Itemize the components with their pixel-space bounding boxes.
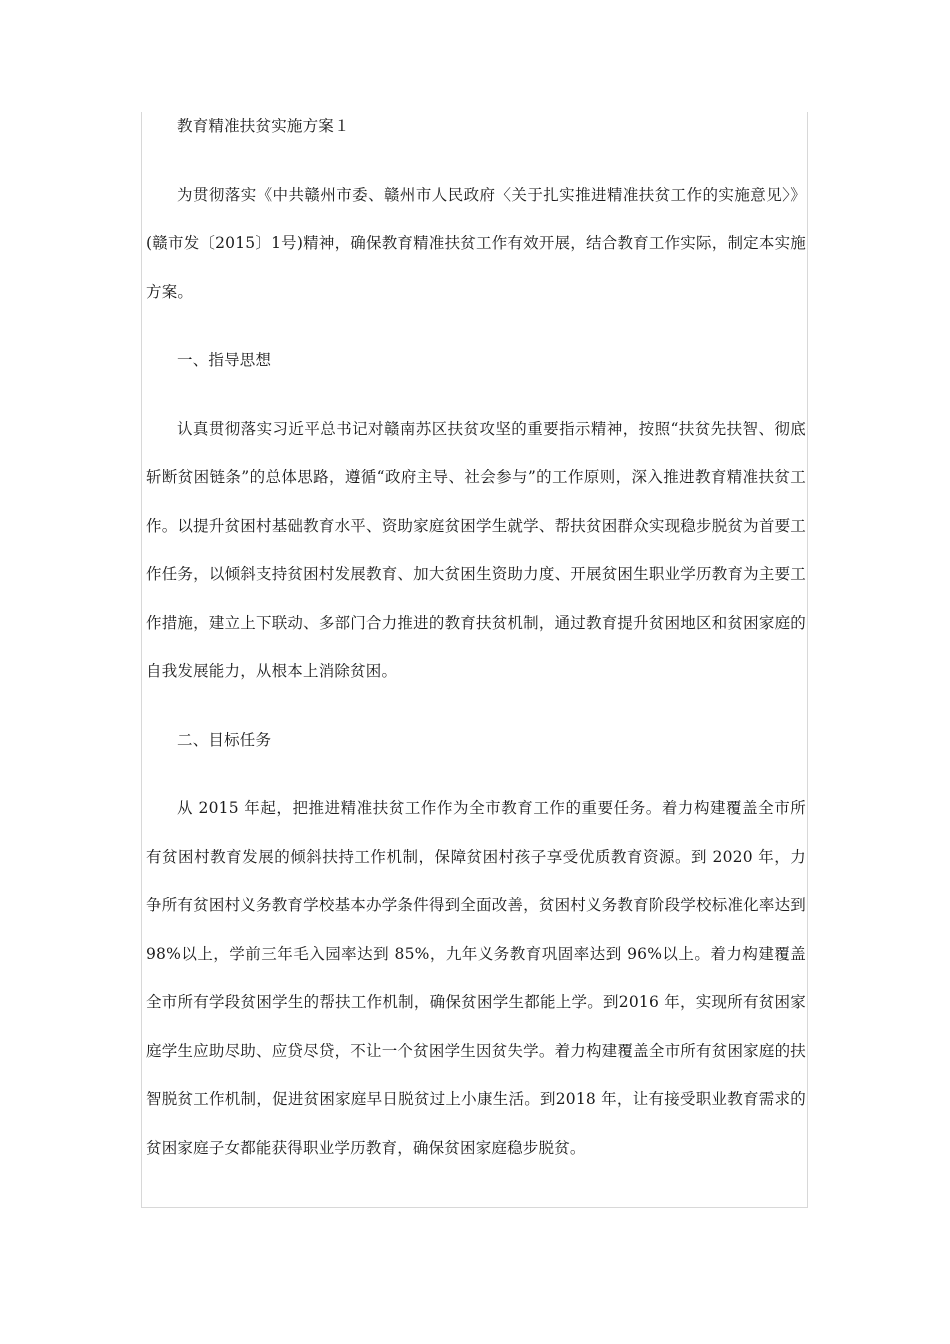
spacer (146, 385, 806, 405)
section-heading-guiding-ideology: 一、指导思想 (177, 351, 272, 369)
spacer (146, 316, 806, 336)
section-body-goals: 从 2015 年起，把推进精准扶贫工作作为全市教育工作的重要任务。着力构建覆盖全市所有贫困村教育发展的倾斜扶持工作机制，保障贫困村孩子享受优质教育资源。到 2020 年，力争所有贫困村义务教育学校基本办学条件得到全面改善，贫困村义务教育阶段学校标准化率达到 98%以上，学前三年毛入园率达到 85%，九年义务教育巩固率达到 96%以上。着力构建覆盖全市所有学段贫困学生的帮扶工作机制，确保贫困学生都能上学。到2016 年，实现所有贫困家庭学生应助尽助、应贷尽贷，不让一个贫困学生因贫失学。着力构建覆盖全市所有贫困家庭的扶智脱贫工作机制，促进贫困家庭早日脱贫过上小康生活。到2018 年，让有接受职业教育需求的贫困家庭子女都能获得职业学历教育，确保贫困家庭稳步脱贫。 (146, 799, 806, 1157)
spacer (146, 696, 806, 716)
section-body-guiding-ideology: 认真贯彻落实习近平总书记对赣南苏区扶贫攻坚的重要指示精神，按照“扶贫先扶智、彻底斩断贫困链条”的总体思路，遵循“政府主导、社会参与”的工作原则，深入推进教育精准扶贫工作。以提升贫困村基础教育水平、资助家庭贫困学生就学、帮扶贫困群众实现稳步脱贫为首要工作任务，以倾斜支持贫困村发展教育、加大贫困生资助力度、开展贫困生职业学历教育为主要工作措施，建立上下联动、多部门合力推进的教育扶贫机制，通过教育提升贫困地区和贫困家庭的自我发展能力，从根本上消除贫困。 (146, 419, 806, 680)
spacer (146, 151, 806, 171)
section-heading-goals: 二、目标任务 (177, 730, 272, 749)
document-title: 教育精准扶贫实施方案１ (177, 117, 350, 135)
intro-paragraph: 为贯彻落实《中共赣州市委、赣州市人民政府〈关于扎实推进精准扶贫工作的实施意见〉》(赣市发〔2015〕1号)精神，确保教育精准扶贫工作有效开展，结合教育工作实际，制定本实施方案。 (146, 185, 806, 301)
document-body (146, 112, 806, 1172)
spacer (146, 764, 806, 784)
